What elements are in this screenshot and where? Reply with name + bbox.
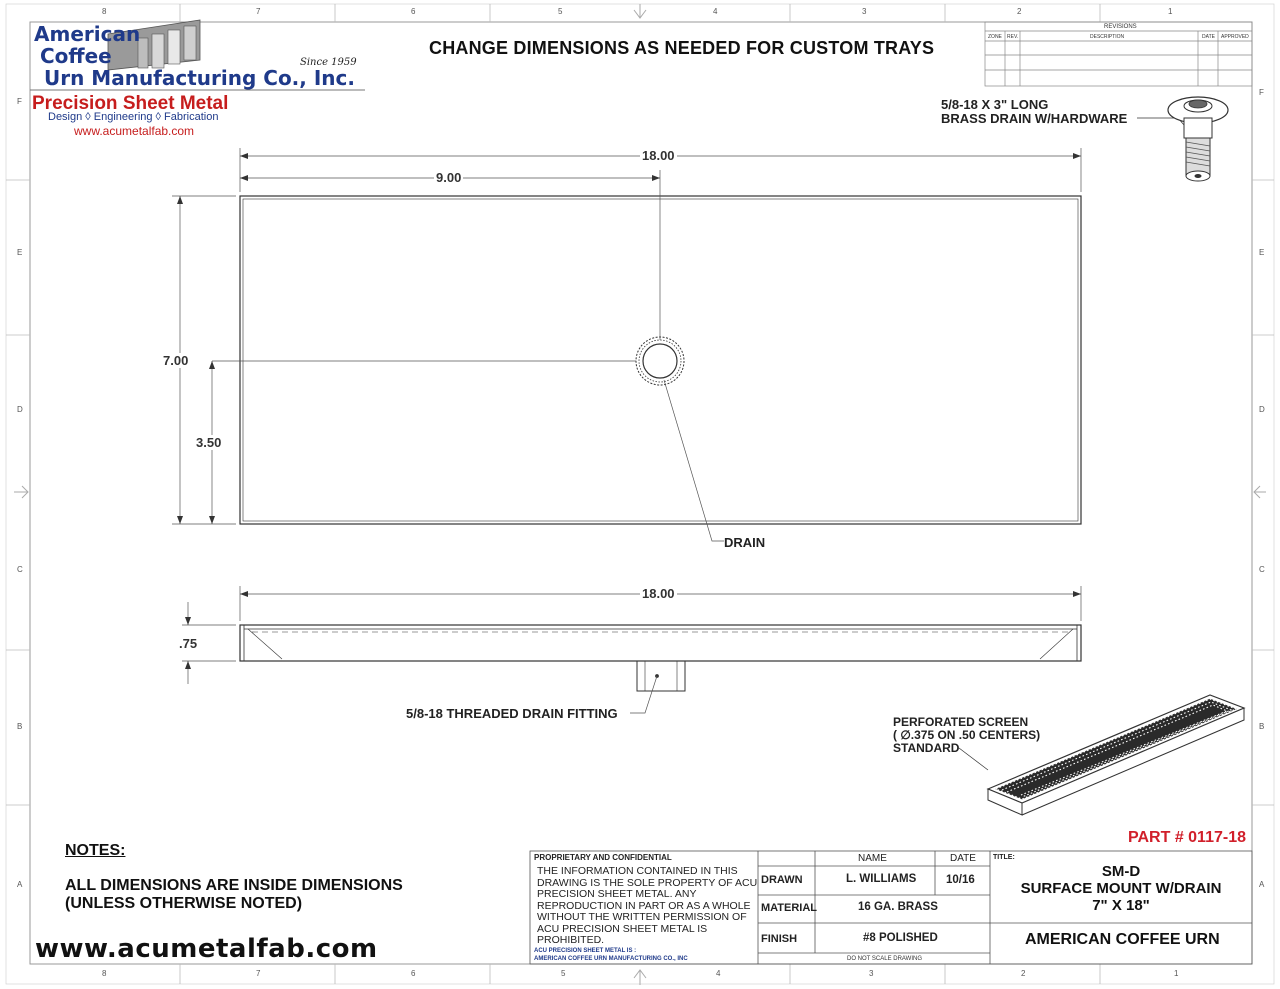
- notes-line2: (UNLESS OTHERWISE NOTED): [65, 895, 303, 912]
- grid-col-label: 3: [869, 969, 874, 978]
- grid-row-label: B: [17, 722, 23, 731]
- grid-row-label: F: [17, 97, 22, 106]
- grid-col-label: 2: [1021, 969, 1026, 978]
- logo-line-american: American: [34, 22, 141, 46]
- grid-row-label: B: [1259, 722, 1265, 731]
- tb-do-not-scale: DO NOT SCALE DRAWING: [847, 956, 923, 962]
- logo-line-urn: Urn Manufacturing Co., Inc.: [44, 66, 355, 90]
- grid-row-label: C: [1259, 565, 1265, 574]
- top-view: [172, 148, 1081, 541]
- logo-since: Since 1959: [300, 57, 357, 68]
- tb-title-line1: SM-D: [1101, 863, 1141, 880]
- tb-finish-value: #8 POLISHED: [863, 932, 938, 944]
- grid-col-label: 4: [713, 7, 718, 16]
- tb-drawn-name: L. WILLIAMS: [846, 873, 917, 885]
- tb-title-line2: SURFACE MOUNT W/DRAIN: [1020, 880, 1222, 897]
- grid-col-label: 4: [716, 969, 721, 978]
- notes-line1: ALL DIMENSIONS ARE INSIDE DIMENSIONS: [65, 877, 403, 894]
- grid-col-label: 2: [1017, 7, 1022, 16]
- tb-drawn-label: DRAWN: [761, 874, 803, 886]
- side-view: [182, 586, 1081, 713]
- grid-row-label: E: [17, 248, 23, 257]
- logo-line-coffee: Coffee: [40, 44, 112, 68]
- grid-row-label: A: [17, 880, 23, 889]
- logo-services: Design ◊ Engineering ◊ Fabrication: [48, 111, 219, 123]
- grid-row-label: D: [1259, 405, 1265, 414]
- rev-col-description: DESCRIPTION: [1090, 34, 1125, 40]
- grid-row-label: F: [1259, 88, 1264, 97]
- logo-tagline: Precision Sheet Metal: [32, 93, 229, 114]
- tb-drawn-date: 10/16: [946, 874, 975, 886]
- dim-top-length: 18.00: [642, 148, 675, 163]
- dim-height: .75: [179, 636, 198, 651]
- grid-col-label: 3: [862, 7, 867, 16]
- tb-company: AMERICAN COFFEE URN: [1025, 931, 1220, 948]
- tb-finish-label: FINISH: [761, 933, 798, 945]
- tb-material-label: MATERIAL: [761, 902, 818, 914]
- tb-col-name: NAME: [858, 853, 887, 864]
- grid-row-label: C: [17, 565, 23, 574]
- grid-col-label: 7: [256, 7, 261, 16]
- rev-col-rev: REV.: [1007, 34, 1019, 40]
- dim-drain-offset-y: 3.50: [196, 435, 222, 450]
- callout-screen-line3: STANDARD: [893, 741, 960, 755]
- revisions-table: [985, 22, 1252, 86]
- tb-col-date: DATE: [950, 853, 976, 864]
- rev-col-approved: APPROVED: [1221, 34, 1249, 40]
- callout-drain: DRAIN: [724, 535, 766, 550]
- tb-title-line3: 7" X 18": [1092, 897, 1150, 914]
- proprietary-heading: PROPRIETARY AND CONFIDENTIAL: [534, 853, 672, 862]
- proprietary-text: THE INFORMATION CONTAINED IN THIS DRAWING IS THE SOLE PROPERTY OF ACU PRECISION SHEET METAL. ANY REPRODUCTION IN PART OR AS A WHOLE WITHOUT THE WRITTEN PERMISSION OF ACU PRECISION SHEET METAL IS PROHIBITED.: [537, 865, 758, 946]
- tb-material-value: 16 GA. BRASS: [858, 901, 938, 913]
- callout-drain-hw-line1: 5/8-18 X 3" LONG: [941, 97, 1049, 112]
- grid-row-label: D: [17, 405, 23, 414]
- grid-col-label: 7: [256, 969, 261, 978]
- tb-footer-line1: ACU PRECISION SHEET METAL IS :: [534, 948, 637, 954]
- part-number: PART # 0117-18: [1128, 829, 1246, 846]
- callout-drain-hw-line2: BRASS DRAIN W/HARDWARE: [941, 111, 1128, 126]
- rev-col-zone: ZONE: [988, 34, 1002, 40]
- grid-col-label: 1: [1174, 969, 1179, 978]
- grid-col-label: 6: [411, 969, 416, 978]
- tb-footer-line2: AMERICAN COFFEE URN MANUFACTURING CO., INC: [534, 956, 688, 962]
- callout-fitting: 5/8-18 THREADED DRAIN FITTING: [406, 706, 618, 721]
- grid-col-label: 8: [102, 7, 107, 16]
- grid-col-label: 5: [561, 969, 566, 978]
- perforated-screen-graphic: [959, 695, 1244, 815]
- revisions-title: REVISIONS: [1104, 24, 1137, 30]
- grid-col-label: 5: [558, 7, 563, 16]
- dim-width: 7.00: [163, 353, 189, 368]
- rev-col-date: DATE: [1202, 34, 1215, 40]
- drain-hardware-graphic: [1137, 97, 1228, 181]
- grid-col-label: 8: [102, 969, 107, 978]
- dim-side-length: 18.00: [642, 586, 675, 601]
- logo-url: www.acumetalfab.com: [74, 124, 195, 138]
- tb-title-label: TITLE:: [993, 854, 1015, 861]
- grid-col-label: 6: [411, 7, 416, 16]
- website-url[interactable]: www.acumetalfab.com: [35, 934, 378, 964]
- grid-col-label: 1: [1168, 7, 1173, 16]
- grid-row-label: A: [1259, 880, 1265, 889]
- callout-screen-line2: ( ∅.375 ON .50 CENTERS): [893, 728, 1041, 742]
- notes-heading: NOTES:: [65, 842, 126, 859]
- page-title: CHANGE DIMENSIONS AS NEEDED FOR CUSTOM TRAYS: [429, 38, 935, 58]
- callout-screen-line1: PERFORATED SCREEN: [893, 715, 1029, 729]
- dim-drain-offset-x: 9.00: [436, 170, 462, 185]
- grid-row-label: E: [1259, 248, 1265, 257]
